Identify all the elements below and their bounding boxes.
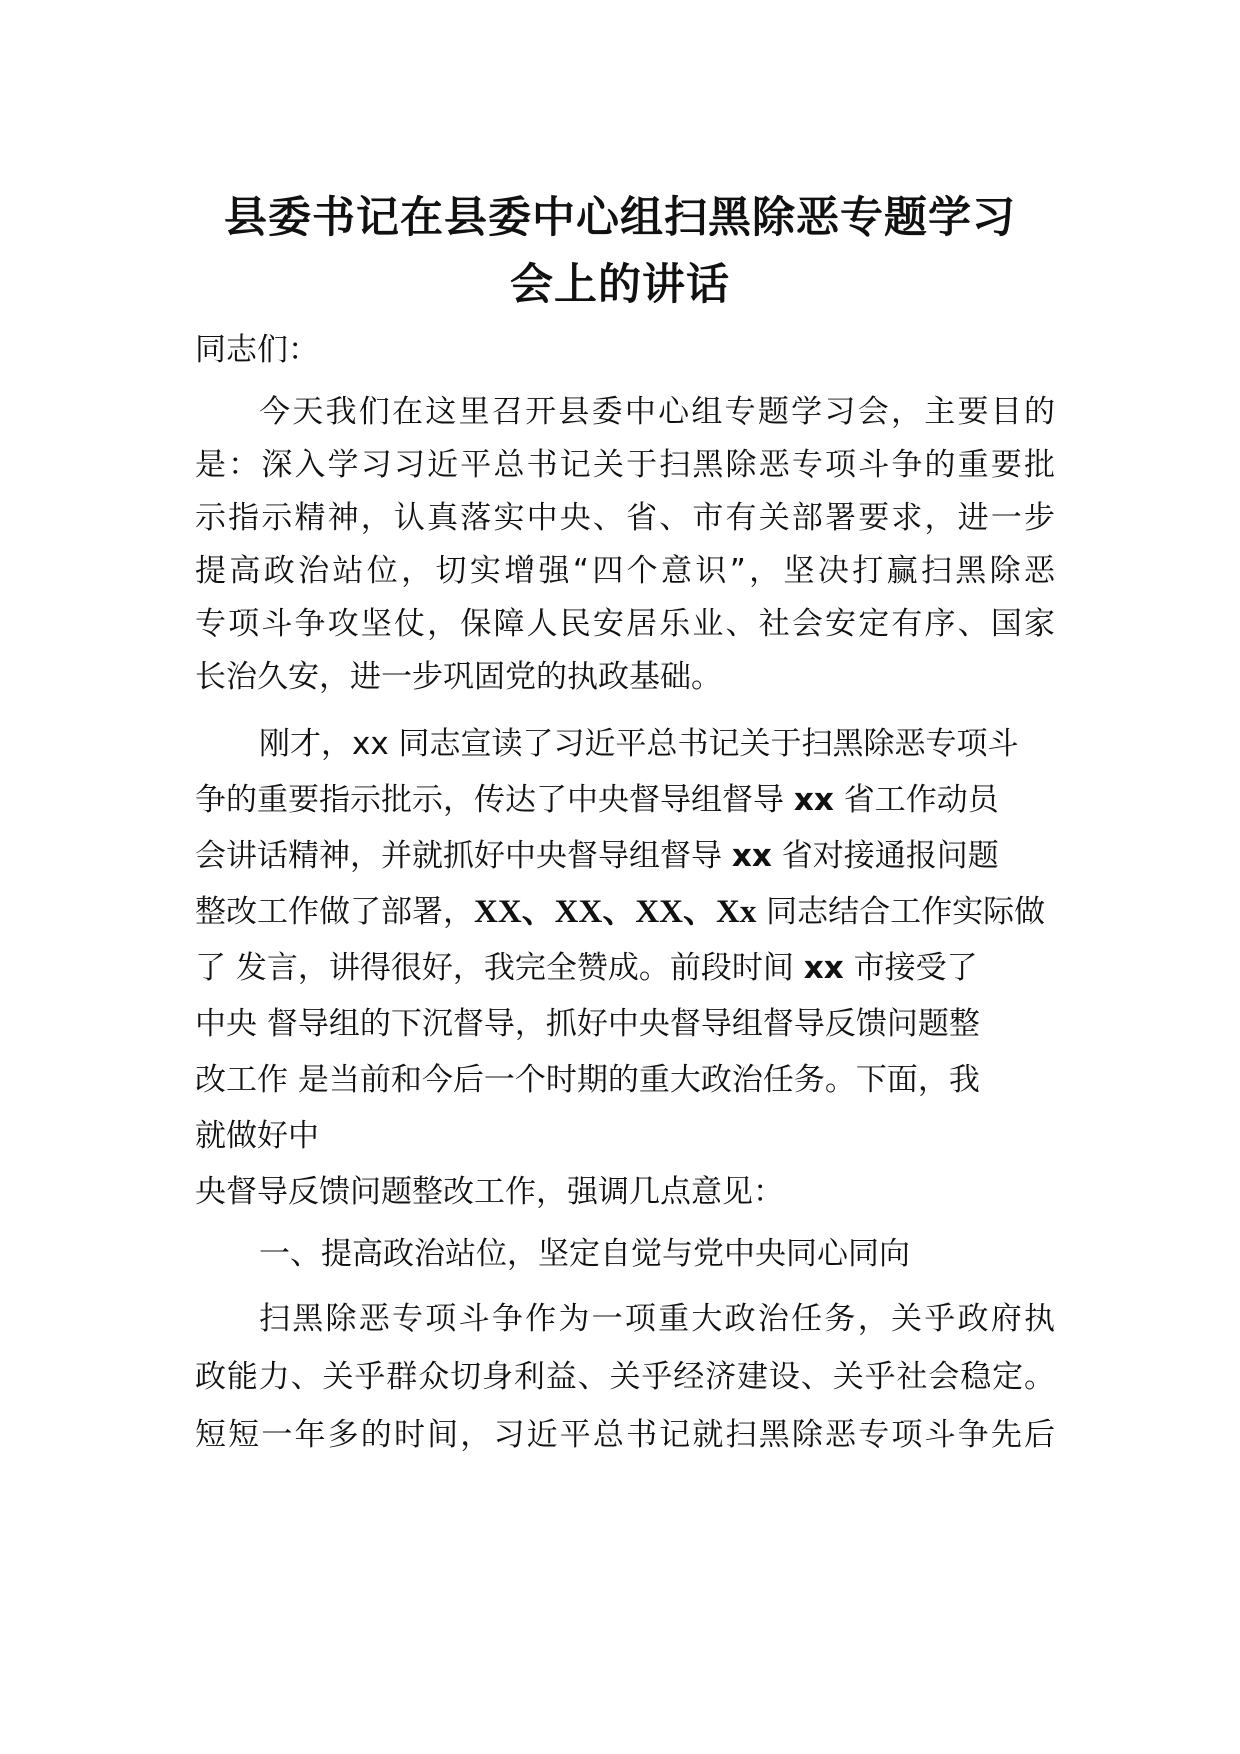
paragraph-3-line: 扫黑除恶专项斗争作为一项重大政治任务，关乎政府执 xyxy=(259,1301,1055,1337)
placeholder-province: xx xyxy=(793,782,834,818)
placeholder-names: XX、XX、XX、Xx xyxy=(474,894,757,930)
paragraph-2-line: 改工作 是当前和今后一个时期的重大政治任务。下面，我 xyxy=(195,1062,980,1098)
paragraph-2-line: 中央 督导组的下沉督导，抓好中央督导组督导反馈问题整 xyxy=(195,1006,980,1042)
text-segment: 整改工作做了部署， xyxy=(195,894,474,930)
paragraph-2-line: 就做好中 xyxy=(195,1118,319,1154)
paragraph-1-line: 专项斗争攻坚仗，保障人民安居乐业、社会安定有序、国家 xyxy=(195,606,1055,642)
text-segment: 同志结合工作实际做 xyxy=(756,894,1046,930)
text-segment: 会讲话精神，并就抓好中央督导组督导 xyxy=(195,838,732,874)
paragraph-1-line: 今天我们在这里召开县委中心组专题学习会，主要目的 xyxy=(259,394,1055,430)
paragraph-3-line: 短短一年多的时间，习近平总书记就扫黑除恶专项斗争先后 xyxy=(195,1417,1055,1453)
text-segment: 市接受了 xyxy=(843,950,978,986)
section-heading-1: 一、提高政治站位，坚定自觉与党中央同心同向 xyxy=(259,1236,910,1272)
paragraph-1-line: 提高政治站位，切实增强“四个意识”，坚决打赢扫黑除恶 xyxy=(195,553,1055,589)
paragraph-2-line xyxy=(195,890,1055,934)
paragraph-2-line xyxy=(259,722,1055,766)
text-segment: 同志宣读了习近平总书记关于扫黑除恶专项斗 xyxy=(388,726,1019,762)
document-title-line-2: 会上的讲话 xyxy=(510,260,730,310)
paragraph-1-line: 是：深入学习习近平总书记关于扫黑除恶专项斗争的重要批 xyxy=(195,447,1055,483)
text-segment: 了 发言，讲得很好，我完全赞成。前段时间 xyxy=(195,950,804,986)
paragraph-2-line: 央督导反馈问题整改工作，强调几点意见： xyxy=(195,1174,784,1210)
text-segment: 刚才， xyxy=(259,726,352,762)
paragraph-2-line xyxy=(195,778,1055,822)
placeholder-name: xx xyxy=(352,726,389,762)
text-segment: 省对接通报问题 xyxy=(771,838,999,874)
paragraph-2-line xyxy=(195,946,1055,990)
paragraph-1-line: 示指示精神，认真落实中央、省、市有关部署要求，进一步 xyxy=(195,500,1055,536)
paragraph-3-line: 政能力、关乎群众切身利益、关乎经济建设、关乎社会稳定。 xyxy=(195,1359,1055,1395)
paragraph-2-line xyxy=(195,834,1055,878)
paragraph-1-line: 长治久安，进一步巩固党的执政基础。 xyxy=(195,659,722,695)
placeholder-city: xx xyxy=(803,950,844,986)
text-segment: 省工作动员 xyxy=(833,782,999,818)
placeholder-province: xx xyxy=(731,838,772,874)
salutation: 同志们： xyxy=(195,332,319,368)
document-title-line-1: 县委书记在县委中心组扫黑除恶专题学习 xyxy=(224,193,1016,243)
text-segment: 争的重要指示批示，传达了中央督导组督导 xyxy=(195,782,794,818)
